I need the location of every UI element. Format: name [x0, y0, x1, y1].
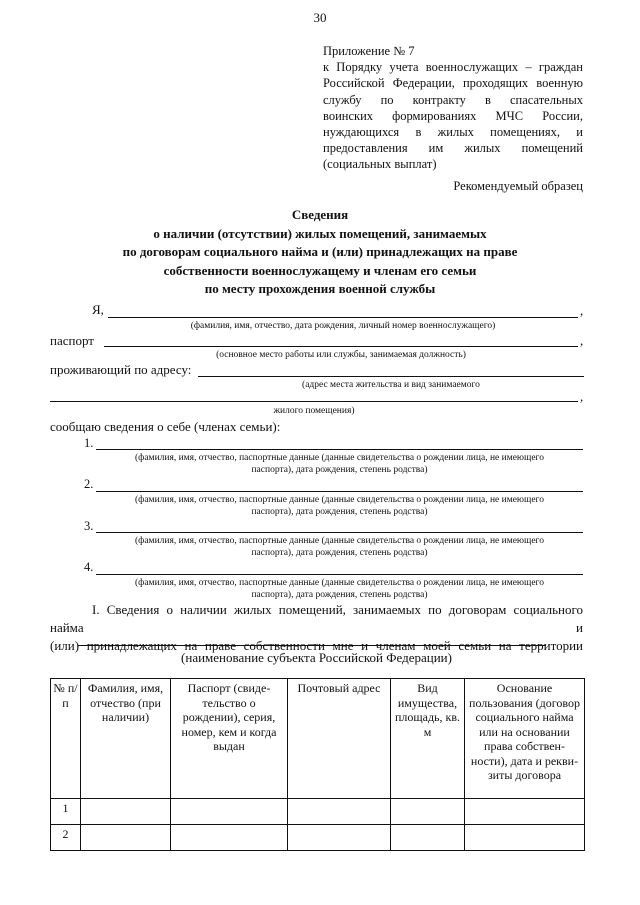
- appendix-line: к Порядку учета военнослужащих – граждан: [323, 60, 583, 75]
- table-cell[interactable]: [288, 825, 391, 851]
- passport-field-caption: (основное место работы или службы, занимаемая должность): [216, 350, 466, 360]
- address-field-caption-2: жилого помещения): [273, 406, 355, 416]
- table-cell[interactable]: [465, 799, 585, 825]
- heading-title: Сведения: [291, 207, 349, 222]
- table-cell[interactable]: [391, 825, 465, 851]
- table-cell[interactable]: [81, 825, 171, 851]
- table-cell[interactable]: [81, 799, 171, 825]
- section-one-line: I. Сведения о наличии жилых помещений, занимаемых по договорам социального найма и: [50, 602, 583, 635]
- address-field[interactable]: [198, 376, 584, 377]
- member-field[interactable]: [96, 532, 583, 533]
- table-cell[interactable]: [391, 799, 465, 825]
- heading-line: собственности военнослужащему и членам его семьи: [163, 262, 477, 278]
- appendix-line: Российской Федерации, проходящих военную: [323, 76, 583, 91]
- member-number: 1.: [84, 436, 94, 450]
- table-row: [51, 799, 585, 825]
- comma: ,: [580, 333, 584, 348]
- name-field[interactable]: [108, 317, 578, 318]
- table-row: [51, 825, 585, 851]
- heading-line: по месту прохождения военной службы: [204, 281, 436, 296]
- report-label: сообщаю сведения о себе (членах семьи):: [50, 419, 281, 434]
- table-header-row: [51, 679, 585, 799]
- table-cell[interactable]: [465, 825, 585, 851]
- appendix-line: предоставления им жилых помещений: [323, 141, 583, 156]
- column-header: № п/п: [51, 679, 81, 799]
- member-caption: (фамилия, имя, отчество, паспортные данные (данные свидетельства о рождении лица, не имеющего паспорта), дата рождения, степень родства): [135, 536, 544, 558]
- heading-line: по договорам социального найма и (или) принадлежащих на праве: [122, 244, 518, 259]
- recommended-sample-label: Рекомендуемый образец: [453, 179, 583, 193]
- heading-line: о наличии (отсутствии) жилых помещений, занимаемых: [153, 225, 487, 241]
- page-number: 30: [313, 10, 327, 25]
- member-field[interactable]: [96, 491, 583, 492]
- appendix-block: [323, 43, 583, 173]
- member-number: 3.: [84, 519, 94, 533]
- column-header: Вид имущества, площадь, кв. м: [391, 679, 465, 799]
- column-header: Фамилия, имя, отчество (при наличии): [81, 679, 171, 799]
- address-field-caption: (адрес места жительства и вид занимаемого: [302, 380, 480, 390]
- appendix-title: Приложение № 7: [323, 44, 415, 58]
- table-cell: 2: [51, 825, 81, 851]
- passport-label: паспорт: [50, 333, 94, 348]
- housing-table: [50, 678, 585, 851]
- section-one-paragraph: [50, 601, 583, 655]
- subject-caption: (наименование субъекта Российской Федерации): [181, 650, 452, 665]
- appendix-line: воинских формированиях МЧС России,: [323, 108, 583, 123]
- address-field-2[interactable]: [50, 401, 578, 402]
- comma: ,: [580, 389, 584, 404]
- table-cell: 1: [51, 799, 81, 825]
- table-cell[interactable]: [171, 825, 288, 851]
- comma: ,: [580, 303, 584, 318]
- section-one-line: (или) принадлежащих на праве собственности мне и членам моей семьи на территории: [50, 638, 583, 653]
- appendix-line: службу по контракту в спасательных: [323, 92, 583, 107]
- column-header: Паспорт (свиде-тельство о рождении), серия, номер, кем и когда выдан: [171, 679, 288, 799]
- column-header: Основание пользования (договор социального найма или на основании права собствен-ности), дата и рекви-зиты договора: [465, 679, 585, 799]
- member-field[interactable]: [96, 574, 583, 575]
- table-cell[interactable]: [288, 799, 391, 825]
- member-caption: (фамилия, имя, отчество, паспортные данные (данные свидетельства о рождении лица, не имеющего паспорта), дата рождения, степень родства): [135, 578, 544, 600]
- appendix-line: (социальных выплат): [323, 157, 437, 172]
- table-cell[interactable]: [171, 799, 288, 825]
- column-header: Почтовый адрес: [288, 679, 391, 799]
- ya-label: Я,: [92, 302, 104, 317]
- member-field[interactable]: [96, 449, 583, 450]
- document-heading: [60, 206, 580, 299]
- member-caption: (фамилия, имя, отчество, паспортные данные (данные свидетельства о рождении лица, не имеющего паспорта), дата рождения, степень родства): [135, 495, 544, 517]
- member-number: 4.: [84, 560, 94, 574]
- passport-field[interactable]: [104, 346, 578, 347]
- member-number: 2.: [84, 477, 94, 491]
- subject-field[interactable]: [78, 645, 546, 646]
- appendix-line: нуждающихся в жилых помещениях, и: [323, 125, 583, 140]
- address-label: проживающий по адресу:: [50, 362, 192, 377]
- name-field-caption: (фамилия, имя, отчество, дата рождения, личный номер военнослужащего): [190, 321, 496, 331]
- member-caption: (фамилия, имя, отчество, паспортные данные (данные свидетельства о рождении лица, не имеющего паспорта), дата рождения, степень родства): [135, 453, 544, 475]
